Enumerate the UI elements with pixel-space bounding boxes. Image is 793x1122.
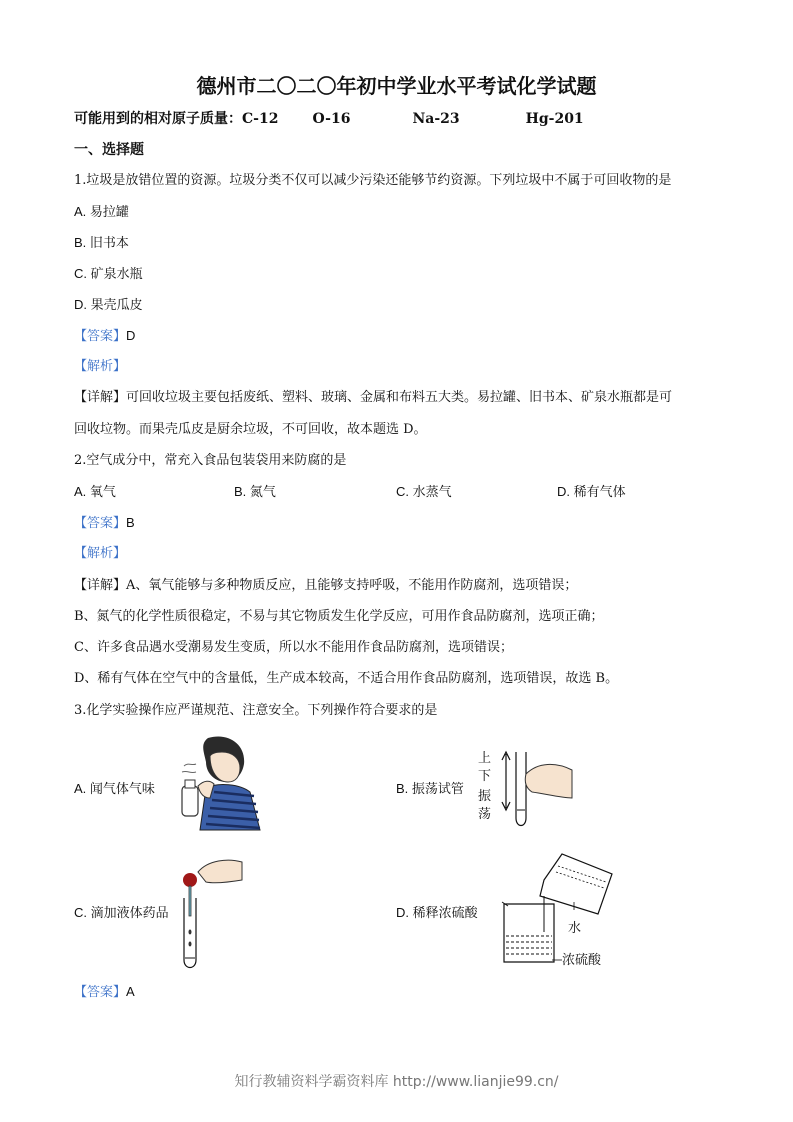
atomic-masses	[74, 110, 584, 128]
q2-detail-line-4: D、稀有气体在空气中的含量低，生产成本较高，不适合用作食品防腐剂，选项错误，故选 B。	[74, 671, 619, 686]
q3-option-b: B. 振荡试管	[396, 781, 464, 796]
page-title: 德州市二〇二〇年初中学业水平考试化学试题	[196, 74, 597, 98]
q3-option-a: A. 闻气体气味	[74, 781, 155, 796]
q3-answer	[74, 983, 135, 1002]
q2-option-b: B. 氮气	[234, 484, 276, 499]
answer-tag: 【答案】	[74, 516, 127, 531]
fig-d-label-acid: 浓硫酸	[562, 953, 602, 968]
section-title: 一、选择题	[74, 142, 144, 158]
q1-detail-line-1: 【详解】可回收垃圾主要包括废纸、塑料、玻璃、金属和布料五大类。易拉罐、旧书本、矿泉水瓶都是可	[74, 390, 673, 405]
q2-option-a: A. 氧气	[74, 484, 116, 499]
fig-b-label-4: 荡	[478, 807, 492, 822]
q2-detail-line-2: B、氮气的化学性质很稳定，不易与其它物质发生化学反应，可用作食品防腐剂，选项正确；	[74, 609, 604, 624]
fig-b-label-2: 下	[478, 769, 492, 784]
q3-option-c: C. 滴加液体药品	[74, 905, 169, 920]
q1-option-d: D. 果壳瓜皮	[74, 297, 143, 312]
q2-detail-line-3: C、许多食品遇水受潮易发生变质，所以水不能用作食品防腐剂，选项错误；	[74, 640, 513, 655]
q2-stem: 2.空气成分中，常充入食品包装袋用来防腐的是	[74, 453, 347, 468]
q1-analysis-tag: 【解析】	[74, 359, 127, 374]
fig-b-label-1: 上	[478, 751, 492, 766]
q1-detail-line-2: 回收垃物。而果壳瓜皮是厨余垃圾，不可回收，故本题选 D。	[74, 422, 427, 437]
q1-option-c: C. 矿泉水瓶	[74, 266, 143, 281]
footer-watermark: 知行教辅资料学霸资料库 http://www.lianjie99.cn/	[234, 1074, 559, 1090]
fig-b-label-3: 振	[478, 789, 492, 804]
answer-tag: 【答案】	[74, 985, 127, 1000]
q2-option-c: C. 水蒸气	[396, 484, 452, 499]
q1-option-b: B. 旧书本	[74, 235, 129, 250]
q1-stem: 1.垃圾是放错位置的资源。垃圾分类不仅可以减少污染还能够节约资源。下列垃圾中不属于可回收物的是	[74, 173, 672, 188]
figure-dilution	[500, 852, 620, 972]
figure-dropper	[178, 858, 244, 970]
atomic-masses-label: 可能用到的相对原子质量：C-12	[74, 111, 279, 127]
figure-smelling-gas	[170, 736, 270, 832]
answer-tag: 【答案】	[74, 329, 127, 344]
q2-option-d: D. 稀有气体	[557, 484, 626, 499]
q3-stem: 3.化学实验操作应严谨规范、注意安全。下列操作符合要求的是	[74, 703, 438, 718]
q2-detail-line-1: 【详解】A、氧气能够与多种物质反应，且能够支持呼吸，不能用作防腐剂，选项错误；	[74, 578, 578, 593]
q2-answer	[74, 514, 135, 533]
figure-shaking-test-tube	[476, 748, 576, 832]
atomic-mass-hg: Hg-201	[525, 111, 584, 127]
atomic-mass-o: O-16	[312, 111, 351, 127]
q1-answer-value: D	[126, 328, 136, 343]
q2-analysis-tag: 【解析】	[74, 546, 127, 561]
q1-answer	[74, 327, 135, 346]
fig-d-label-water: 水	[568, 921, 582, 936]
q2-answer-value: B	[126, 515, 135, 530]
atomic-mass-na: Na-23	[412, 111, 460, 127]
q1-option-a: A. 易拉罐	[74, 204, 129, 219]
q3-answer-value: A	[126, 984, 135, 999]
q3-option-d: D. 稀释浓硫酸	[396, 905, 478, 920]
